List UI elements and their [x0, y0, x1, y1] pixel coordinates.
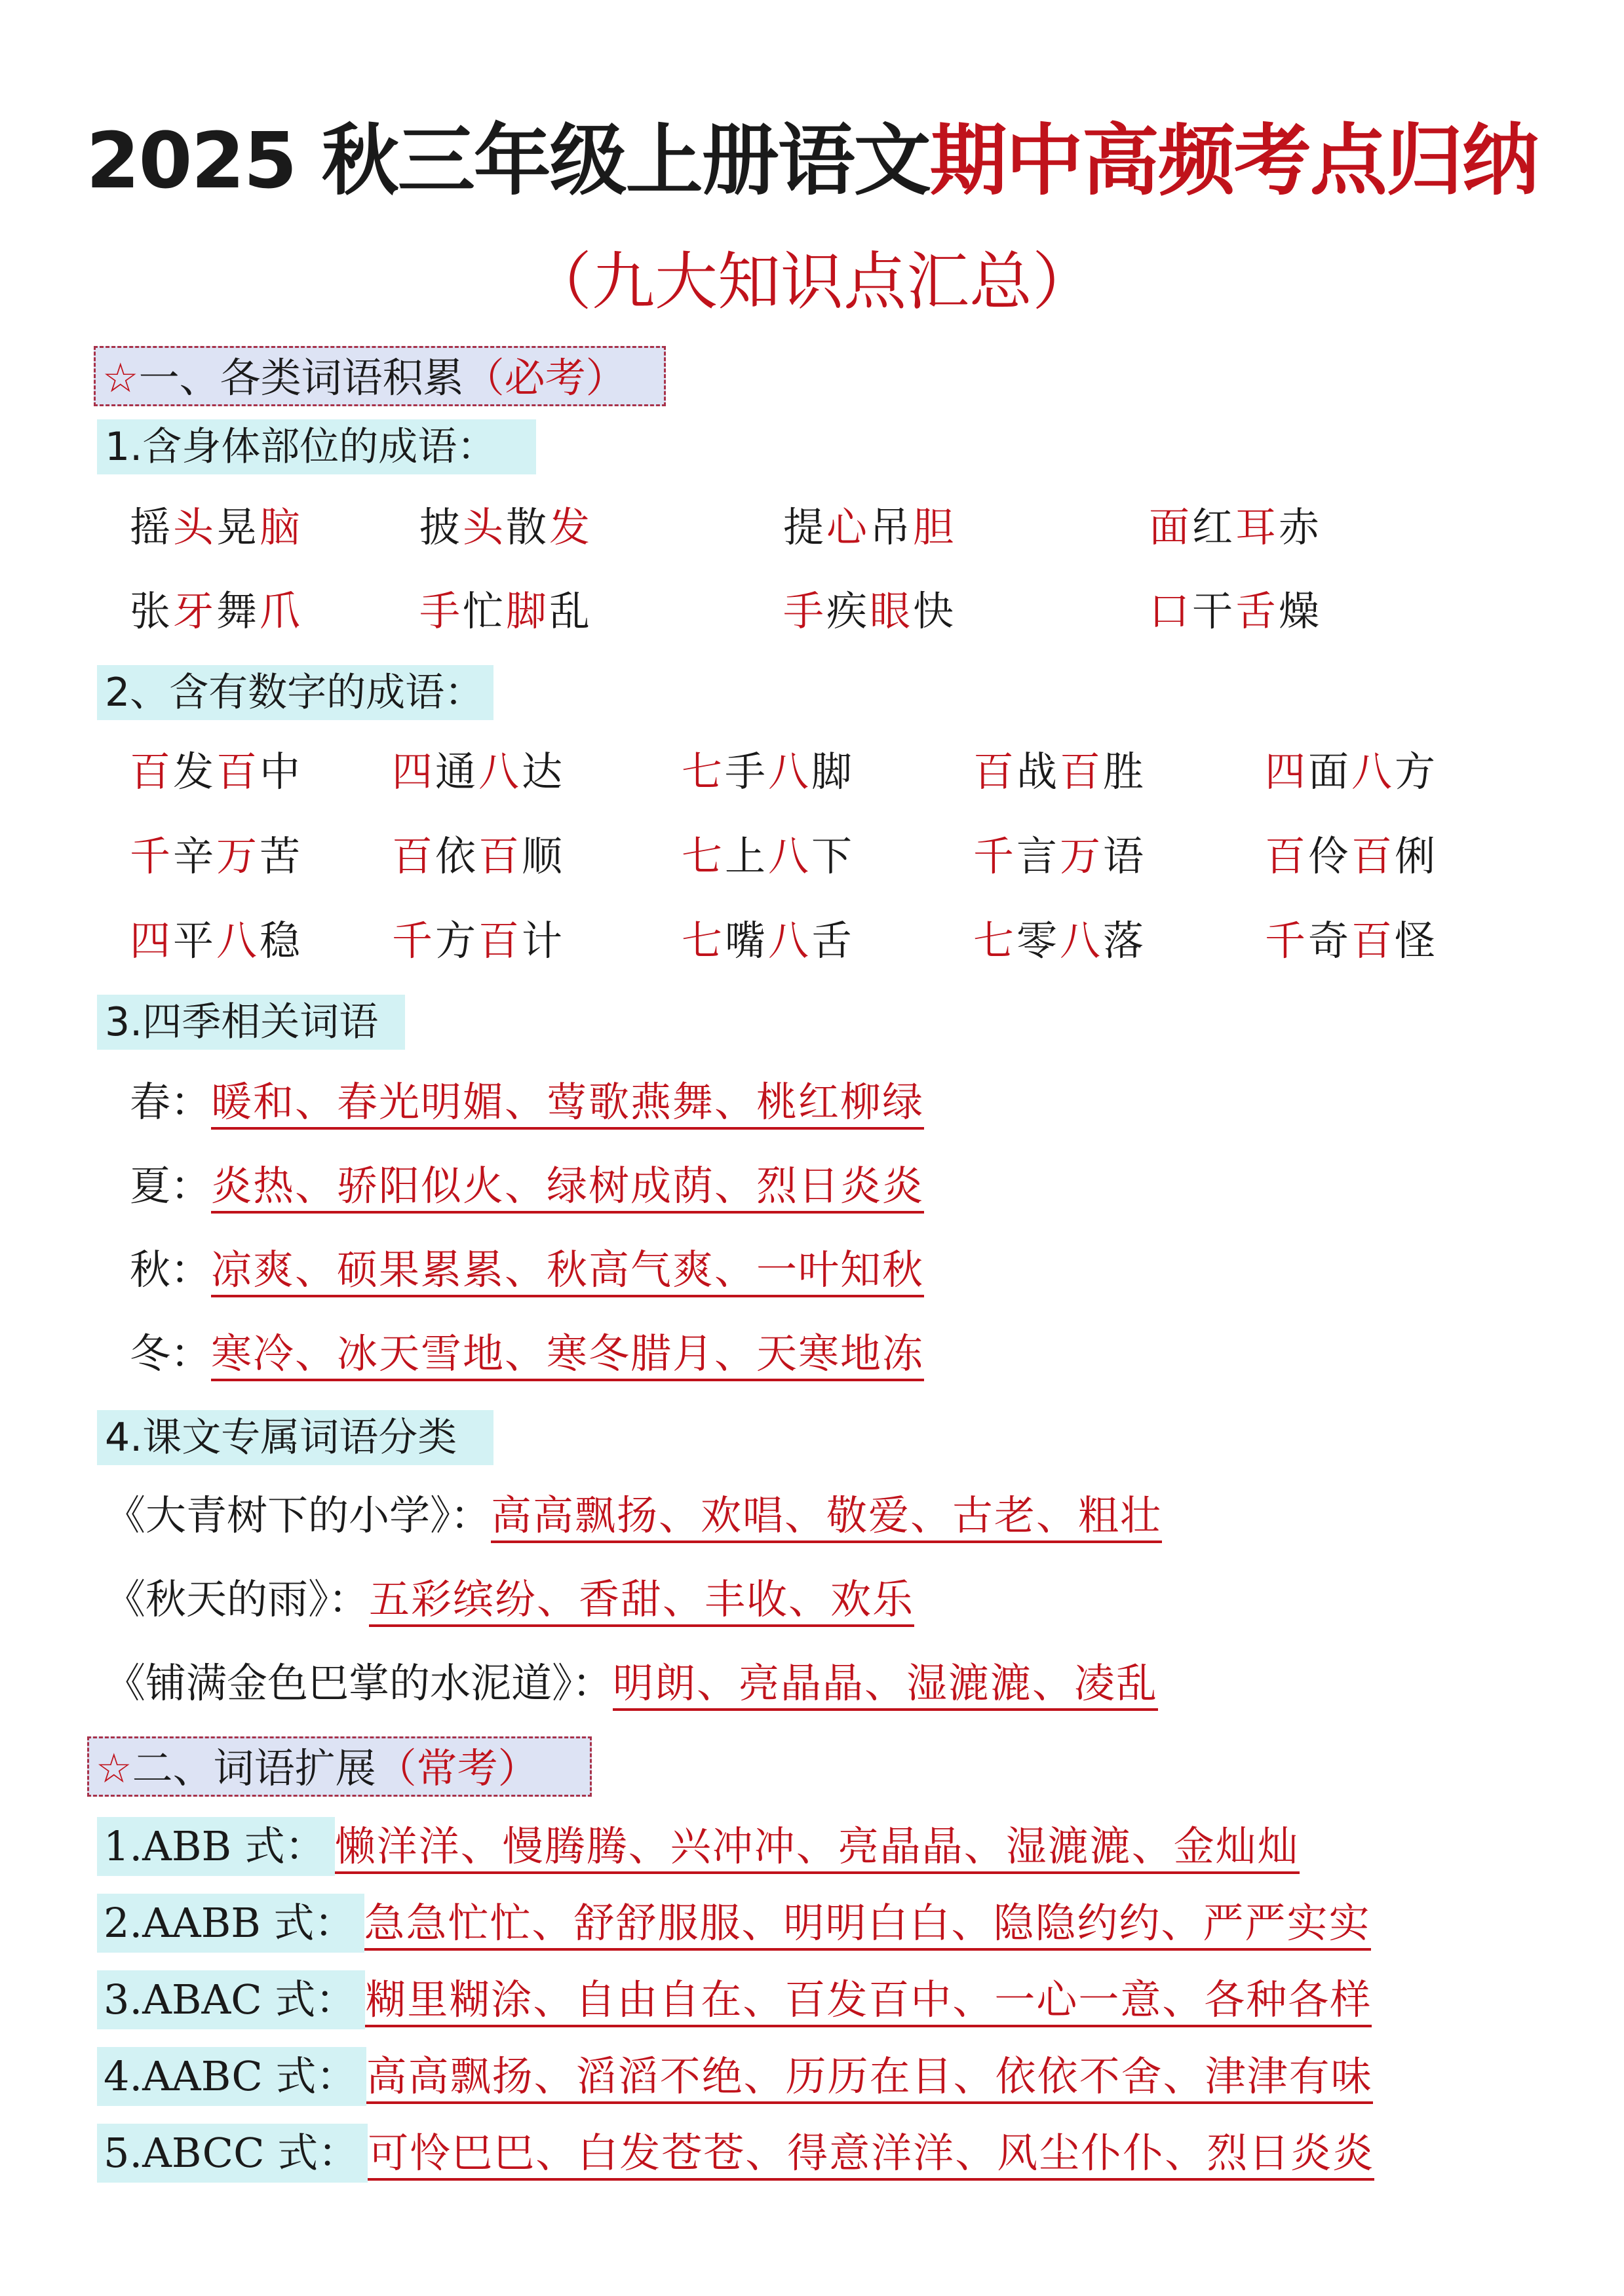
idiom-char: 语: [1103, 832, 1147, 880]
idiom-char: 手: [725, 748, 769, 795]
idiom: [130, 742, 303, 801]
season-label: 春：: [130, 1078, 212, 1126]
idiom: [392, 911, 565, 970]
idiom-char: 稳: [260, 917, 303, 965]
idiom-char: 八: [768, 748, 812, 795]
idiom-char: 发: [549, 503, 593, 551]
idiom-char: 发: [173, 748, 217, 795]
lesson-title: 《铺满金色巴掌的水泥道》：: [105, 1659, 613, 1707]
pattern-label: 3.ABAC 式：: [97, 1970, 365, 2029]
page-subtitle: （九大知识点汇总）: [529, 245, 1095, 318]
idiom: [1149, 498, 1322, 557]
idiom-char: 乱: [549, 587, 593, 635]
section-1-label: 一、各类词语积累: [138, 354, 464, 402]
lesson-title: 《大青树下的小学》：: [105, 1491, 492, 1539]
idiom-char: 疾: [826, 587, 870, 635]
idiom: [392, 827, 565, 886]
idiom-char: 落: [1103, 917, 1147, 965]
idiom-char: 万: [216, 832, 260, 880]
idiom-char: 舌: [811, 917, 855, 965]
season-line-spring: [130, 1073, 924, 1132]
idiom-char: 牙: [173, 587, 217, 635]
season-line-summer: [130, 1157, 924, 1215]
idiom-char: 燥: [1279, 587, 1323, 635]
idiom-char: 方: [435, 917, 479, 965]
idiom-char: 忙: [463, 587, 507, 635]
idiom-char: 千: [973, 832, 1017, 880]
pattern-line-abcc: [97, 2124, 1374, 2183]
idiom: [419, 582, 592, 641]
season-words: 暖和、春光明媚、莺歌燕舞、桃红柳绿: [211, 1078, 924, 1130]
idiom-char: 七: [682, 832, 725, 880]
idiom-char: 散: [506, 503, 550, 551]
season-words: 炎热、骄阳似火、绿树成荫、烈日炎炎: [211, 1162, 924, 1214]
idiom: [1265, 827, 1438, 886]
idiom: [130, 911, 303, 970]
idiom-char: 达: [522, 748, 566, 795]
idiom: [682, 742, 855, 801]
idiom-char: 摇: [130, 503, 174, 551]
idiom: [973, 911, 1146, 970]
pattern-label: 5.ABCC 式：: [97, 2124, 368, 2183]
idiom-char: 嘴: [725, 917, 769, 965]
idiom-char: 万: [1060, 832, 1104, 880]
section-1-tag: （必考）: [463, 354, 627, 402]
idiom-char: 面: [1308, 748, 1352, 795]
idiom-char: 百: [478, 832, 522, 880]
idiom-char: 口: [1149, 587, 1193, 635]
pattern-label: 2.AABB 式：: [97, 1894, 364, 1953]
pattern-words: 高高飘扬、滔滔不绝、历历在目、依依不舍、津津有味: [366, 2052, 1373, 2104]
idiom-char: 百: [130, 748, 174, 795]
idiom-char: 千: [130, 832, 174, 880]
idiom: [973, 742, 1146, 801]
idiom-char: 干: [1192, 587, 1236, 635]
subsection-number-idioms-heading: 2、含有数字的成语：: [97, 665, 493, 720]
pattern-words: 可怜巴巴、白发苍苍、得意洋洋、风尘仆仆、烈日炎炎: [368, 2129, 1374, 2181]
lesson-words: 五彩缤纷、香甜、丰收、欢乐: [369, 1575, 914, 1627]
lesson-words: 明朗、亮晶晶、湿漉漉、凌乱: [613, 1659, 1158, 1711]
lesson-line: [105, 1486, 1162, 1545]
idiom-char: 张: [130, 587, 174, 635]
idiom-char: 百: [1265, 832, 1309, 880]
idiom-char: 七: [682, 917, 725, 965]
pattern-line-abac: [97, 1970, 1372, 2029]
idiom-char: 百: [216, 748, 260, 795]
idiom-char: 眼: [870, 587, 914, 635]
idiom-char: 平: [173, 917, 217, 965]
pattern-label: 1.ABB 式：: [97, 1817, 335, 1876]
idiom-char: 八: [1351, 748, 1395, 795]
title-highlight: 期中高频考点归纳: [929, 115, 1538, 206]
idiom: [130, 582, 303, 641]
idiom-char: 晃: [216, 503, 260, 551]
subsection-lesson-words-heading: 4.课文专属词语分类: [97, 1410, 493, 1465]
idiom-char: 舞: [216, 587, 260, 635]
pattern-label: 4.AABC 式：: [97, 2047, 366, 2106]
idiom-char: 八: [478, 748, 522, 795]
pattern-line-abb: [97, 1817, 1300, 1876]
star-icon: ☆: [102, 354, 139, 402]
title-prefix: 2025 秋三年级上册语文: [86, 115, 930, 206]
section-2-heading: [87, 1736, 592, 1797]
idiom: [973, 827, 1146, 886]
idiom-char: 面: [1149, 503, 1193, 551]
idiom-char: 百: [1351, 917, 1395, 965]
idiom-char: 心: [826, 503, 870, 551]
idiom-char: 零: [1016, 917, 1060, 965]
idiom-char: 千: [392, 917, 436, 965]
idiom-char: 脚: [506, 587, 550, 635]
season-label: 夏：: [130, 1162, 212, 1210]
idiom-char: 脚: [811, 748, 855, 795]
idiom-char: 红: [1192, 503, 1236, 551]
idiom-char: 方: [1395, 748, 1439, 795]
pattern-words: 糊里糊涂、自由自在、百发百中、一心一意、各种各样: [365, 1976, 1372, 2027]
section-2-label: 二、词语扩展: [132, 1744, 376, 1792]
idiom-char: 四: [392, 748, 436, 795]
season-line-autumn: [130, 1240, 924, 1299]
page-title: [0, 111, 1624, 210]
idiom-char: 顺: [522, 832, 566, 880]
idiom-char: 战: [1016, 748, 1060, 795]
idiom-char: 四: [130, 917, 174, 965]
idiom-char: 怪: [1395, 917, 1439, 965]
idiom-char: 手: [783, 587, 827, 635]
idiom-char: 百: [973, 748, 1017, 795]
idiom-char: 提: [783, 503, 827, 551]
idiom: [130, 498, 303, 557]
section-2-tag: （常考）: [376, 1744, 539, 1792]
idiom-char: 快: [913, 587, 957, 635]
idiom-char: 吊: [870, 503, 914, 551]
idiom: [130, 827, 303, 886]
idiom-char: 脑: [260, 503, 303, 551]
idiom-char: 胜: [1103, 748, 1147, 795]
lesson-title: 《秋天的雨》：: [105, 1575, 370, 1623]
idiom-char: 头: [173, 503, 217, 551]
idiom-char: 手: [419, 587, 463, 635]
idiom: [1265, 911, 1438, 970]
pattern-words: 懒洋洋、慢腾腾、兴冲冲、亮晶晶、湿漉漉、金灿灿: [335, 1822, 1300, 1874]
lesson-line: [105, 1570, 914, 1629]
idiom-char: 七: [682, 748, 725, 795]
idiom-char: 辛: [173, 832, 217, 880]
idiom-char: 俐: [1395, 832, 1439, 880]
idiom-char: 百: [1351, 832, 1395, 880]
idiom-char: 八: [1060, 917, 1104, 965]
pattern-line-aabc: [97, 2047, 1373, 2106]
idiom-char: 八: [768, 832, 812, 880]
idiom-char: 言: [1016, 832, 1060, 880]
idiom: [682, 911, 855, 970]
idiom-char: 通: [435, 748, 479, 795]
idiom-char: 上: [725, 832, 769, 880]
idiom: [1265, 742, 1438, 801]
idiom-char: 赤: [1279, 503, 1323, 551]
idiom-char: 耳: [1235, 503, 1279, 551]
idiom-char: 计: [522, 917, 566, 965]
idiom-char: 胆: [913, 503, 957, 551]
pattern-words: 急急忙忙、舒舒服服、明明白白、隐隐约约、严严实实: [364, 1899, 1371, 1951]
idiom-char: 百: [478, 917, 522, 965]
idiom-char: 披: [419, 503, 463, 551]
season-line-winter: [130, 1324, 924, 1383]
idiom: [783, 582, 956, 641]
lesson-line: [105, 1654, 1158, 1713]
idiom-char: 舌: [1235, 587, 1279, 635]
season-words: 凉爽、硕果累累、秋高气爽、一叶知秋: [211, 1246, 924, 1297]
idiom-char: 八: [216, 917, 260, 965]
idiom-char: 苦: [260, 832, 303, 880]
subsection-seasons-heading: 3.四季相关词语: [97, 995, 405, 1050]
idiom-char: 千: [1265, 917, 1309, 965]
idiom-char: 下: [811, 832, 855, 880]
idiom-char: 伶: [1308, 832, 1352, 880]
idiom-char: 四: [1265, 748, 1309, 795]
season-words: 寒冷、冰天雪地、寒冬腊月、天寒地冻: [211, 1330, 924, 1381]
idiom-char: 百: [1060, 748, 1104, 795]
section-1-heading: [94, 346, 666, 406]
idiom: [392, 742, 565, 801]
idiom-char: 百: [392, 832, 436, 880]
star-icon: ☆: [96, 1744, 132, 1792]
season-label: 秋：: [130, 1246, 212, 1293]
idiom-char: 奇: [1308, 917, 1352, 965]
pattern-line-aabb: [97, 1894, 1371, 1953]
idiom-char: 依: [435, 832, 479, 880]
idiom: [682, 827, 855, 886]
idiom-char: 爪: [260, 587, 303, 635]
idiom-char: 八: [768, 917, 812, 965]
subsection-body-idioms-heading: 1.含身体部位的成语：: [97, 419, 536, 474]
idiom-char: 中: [260, 748, 303, 795]
idiom: [1149, 582, 1322, 641]
idiom-char: 七: [973, 917, 1017, 965]
idiom: [419, 498, 592, 557]
idiom-char: 头: [463, 503, 507, 551]
idiom: [783, 498, 956, 557]
lesson-words: 高高飘扬、欢唱、敬爱、古老、粗壮: [491, 1491, 1162, 1543]
season-label: 冬：: [130, 1330, 212, 1377]
